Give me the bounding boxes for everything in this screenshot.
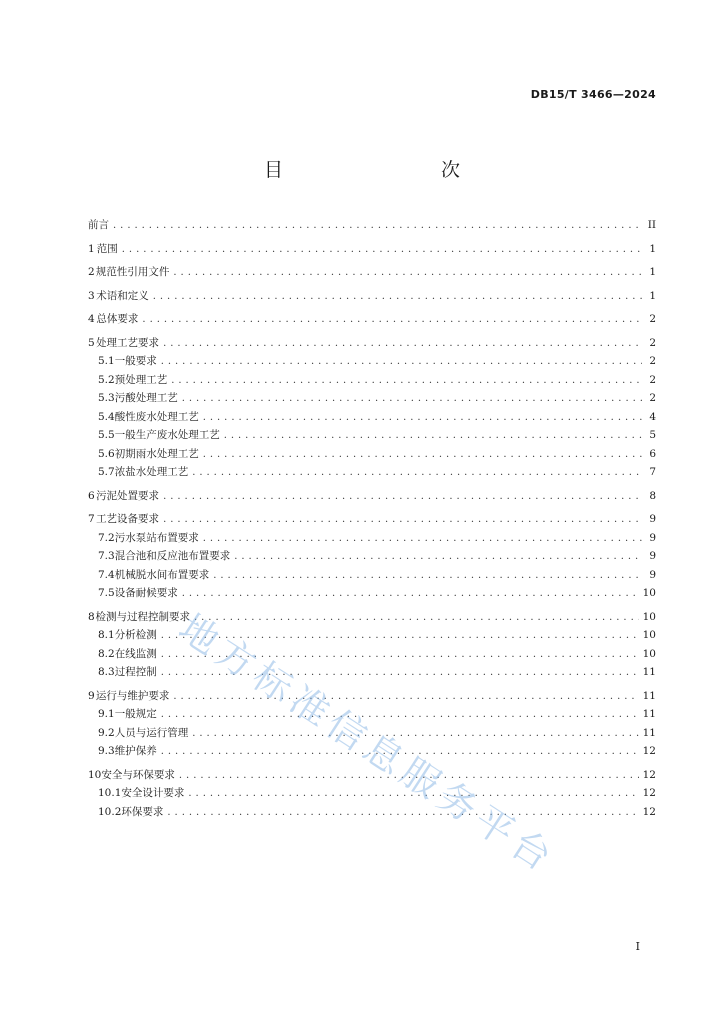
toc-entry-number: 5.5 [98, 429, 115, 441]
toc-entry-number: 10 [88, 768, 102, 781]
toc-entry-label: 污水泵站布置要求 [114, 531, 199, 544]
toc-leader-dots [234, 551, 642, 562]
toc-entry-page: 12 [642, 805, 656, 818]
toc-entry[interactable] [88, 530, 656, 549]
toc-entry-page: 10 [642, 629, 656, 641]
toc-entry-number: 3 [88, 289, 95, 302]
toc-entry[interactable] [88, 390, 656, 409]
toc-entry-page: 11 [642, 666, 656, 678]
toc-entry-page: 2 [649, 355, 656, 367]
toc-entry-label: 污泥处置要求 [96, 489, 160, 502]
toc-entry-number: 5.3 [98, 392, 115, 404]
toc-entry-page: 9 [649, 550, 656, 562]
toc-entry-label: 分析检测 [114, 629, 157, 641]
toc-entry-label: 混合池和反应池布置要求 [114, 550, 231, 562]
toc-entry-page: 2 [649, 313, 656, 325]
toc-leader-dots [182, 393, 642, 404]
toc-entry-number: 10.1 [98, 787, 122, 799]
toc-entry-page: 11 [642, 726, 656, 739]
toc-leader-dots [122, 244, 642, 255]
toc-entry-number: 5.7 [98, 466, 115, 478]
toc-entry-number: 9 [88, 689, 95, 702]
toc-entry-number: 8 [88, 610, 95, 623]
toc-entry-page: 11 [642, 708, 656, 720]
toc-entry[interactable] [88, 311, 656, 330]
toc-entry-page: 2 [649, 373, 656, 386]
toc-leader-dots [142, 314, 642, 325]
toc-entry-number: 1 [88, 242, 95, 255]
toc-entry-number: 9.2 [98, 726, 115, 739]
toc-entry-label: 安全设计要求 [121, 787, 185, 799]
toc-entry-number: 7.3 [98, 550, 115, 562]
toc-entry-page: 1 [649, 242, 656, 255]
toc-leader-dots [182, 588, 639, 599]
toc-entry-label: 一般生产废水处理工艺 [114, 429, 220, 441]
toc-entry-label: 浓盐水处理工艺 [114, 466, 189, 478]
toc-entry-label: 污酸处理工艺 [114, 392, 178, 404]
toc-entry-label: 检测与过程控制要求 [95, 610, 190, 623]
toc-entry-page: II [647, 219, 656, 231]
toc-leader-dots [224, 430, 642, 441]
toc-entry-label: 一般要求 [114, 355, 157, 367]
toc-entry-page: 6 [649, 447, 656, 460]
toc-entry[interactable] [88, 688, 656, 707]
toc-entry-label: 人员与运行管理 [114, 726, 189, 739]
toc-entry-page: 2 [649, 336, 656, 349]
toc-entry-number: 8.2 [98, 647, 115, 660]
toc-entry-label: 机械脱水间布置要求 [114, 568, 210, 581]
toc-entry-page: 10 [642, 610, 656, 623]
toc-entry-number: 7.5 [98, 587, 115, 599]
toc-leader-dots [163, 491, 642, 502]
toc-entry-page: 11 [642, 689, 656, 702]
toc-entry-label: 维护保养 [114, 745, 157, 757]
toc-entry-page: 8 [649, 489, 656, 502]
toc-entry-page: 10 [642, 587, 656, 599]
toc-entry-number: 5.1 [98, 355, 115, 367]
toc-entry-number: 9.3 [98, 745, 115, 757]
toc-entry-label: 过程控制 [114, 666, 157, 678]
toc-entry-label: 初期雨水处理工艺 [114, 447, 199, 460]
toc-leader-dots [192, 467, 642, 478]
toc-entry-page: 7 [649, 466, 656, 478]
toc-entry-number: 5.6 [98, 447, 115, 460]
toc-entry-label: 总体要求 [96, 313, 139, 325]
toc-entry-label: 预处理工艺 [114, 373, 168, 386]
toc-entry[interactable] [88, 511, 656, 530]
toc-entry[interactable] [88, 609, 656, 628]
toc-entry-page: 5 [649, 429, 656, 441]
toc-entry[interactable] [88, 335, 656, 354]
toc-entry-label: 术语和定义 [96, 289, 149, 302]
toc-entry-label: 工艺设备要求 [96, 513, 160, 525]
toc-leader-dots [203, 533, 642, 544]
toc-leader-dots [194, 612, 639, 623]
toc-entry-page: 12 [642, 768, 656, 781]
toc-leader-dots [167, 807, 638, 818]
toc-entry-page: 4 [649, 410, 656, 423]
toc-entry[interactable] [88, 585, 656, 604]
toc-leader-dots [213, 570, 642, 581]
toc-entry[interactable] [88, 446, 656, 465]
toc-leader-dots [153, 291, 642, 302]
toc-entry-number: 8.1 [98, 629, 115, 641]
toc-entry[interactable] [88, 288, 656, 307]
toc-entry[interactable] [88, 241, 656, 260]
toc-entry-label: 范围 [96, 242, 118, 255]
toc-entry-page: 12 [642, 745, 656, 757]
toc-entry-number: 7 [88, 513, 95, 525]
toc-entry-label: 运行与维护要求 [95, 689, 170, 702]
toc-entry-label: 前言 [88, 219, 109, 231]
toc-entry[interactable] [88, 785, 656, 804]
toc-entry[interactable] [88, 488, 656, 507]
toc-entry[interactable] [88, 217, 656, 236]
toc-entry-number: 2 [88, 266, 95, 278]
toc-entry[interactable] [88, 464, 656, 483]
toc-leader-dots [163, 514, 642, 525]
toc-entry-number: 7.2 [98, 531, 115, 544]
toc-entry[interactable] [88, 804, 656, 823]
toc-entry-number: 4 [88, 313, 95, 325]
toc-entry-page: 9 [649, 568, 656, 581]
toc-leader-dots [113, 220, 642, 231]
toc-entry-number: 5 [88, 336, 95, 349]
toc-entry-label: 一般规定 [114, 708, 157, 720]
toc-entry-number: 5.2 [98, 373, 115, 386]
toc-entry-label: 设备耐候要求 [114, 587, 178, 599]
toc-entry-label: 处理工艺要求 [96, 336, 160, 349]
toc-leader-dots [163, 338, 642, 349]
toc-entry[interactable] [88, 567, 656, 586]
watermark: 地方标准信息服务平台 [171, 605, 565, 883]
toc-entry-page: 1 [649, 289, 656, 302]
toc-entry[interactable] [88, 353, 656, 372]
toc-leader-dots [192, 728, 638, 739]
toc-entry-page: 9 [649, 513, 656, 525]
toc-leader-dots [203, 412, 642, 423]
toc-entry-number: 7.4 [98, 568, 115, 581]
toc-entry[interactable] [88, 409, 656, 428]
toc-entry-page: 1 [649, 266, 656, 278]
toc-entry-number: 9.1 [98, 708, 115, 720]
toc-entry-label: 规范性引用文件 [95, 266, 170, 278]
toc-entry[interactable] [88, 427, 656, 446]
toc-entry-number: 6 [88, 489, 95, 502]
toc-entry-label: 酸性废水处理工艺 [114, 410, 199, 423]
toc-entry-number: 5.4 [98, 410, 115, 423]
toc-entry-page: 12 [642, 787, 656, 799]
toc-entry[interactable] [88, 548, 656, 567]
toc-entry[interactable] [88, 264, 656, 283]
toc-entry-number: 10.2 [98, 805, 122, 818]
toc-entry-label: 在线监测 [114, 647, 157, 660]
toc-entry-label: 安全与环保要求 [101, 768, 175, 781]
page-title: 目 次 [263, 159, 500, 181]
toc-entry-page: 2 [649, 392, 656, 404]
toc-entry-page: 10 [642, 647, 656, 660]
toc-leader-dots [203, 449, 642, 460]
toc-leader-dots [171, 375, 642, 386]
toc-entry[interactable] [88, 664, 656, 683]
standard-code: DB15/T 3466—2024 [530, 88, 656, 101]
toc-leader-dots [161, 356, 642, 367]
toc-entry-page: 9 [649, 531, 656, 544]
toc-entry-number: 8.3 [98, 666, 115, 678]
toc-entry[interactable] [88, 646, 656, 665]
toc-leader-dots [173, 267, 642, 278]
toc-entry-label: 环保要求 [121, 805, 164, 818]
toc-leader-dots [161, 709, 639, 720]
toc-entry[interactable] [88, 372, 656, 391]
page-number: I [635, 940, 640, 953]
